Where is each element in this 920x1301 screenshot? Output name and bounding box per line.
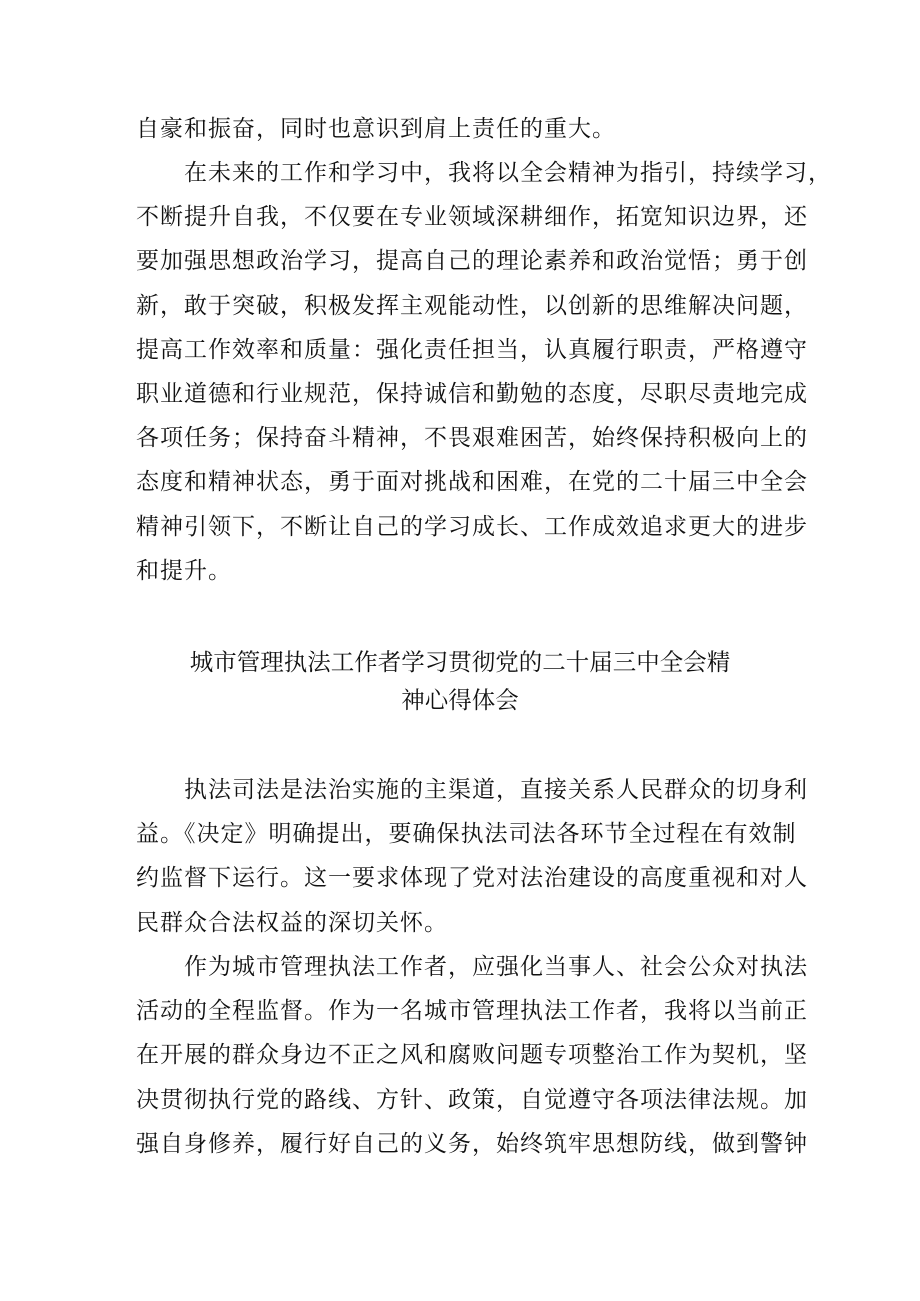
paragraph-line: 提高工作效率和质量：强化责任担当，认真履行职责，严格遵守 bbox=[136, 336, 808, 363]
heading-line: 城市管理执法工作者学习贯彻党的二十届三中全会精 bbox=[189, 648, 731, 676]
paragraph-line: 民群众合法权益的深切关怀。 bbox=[136, 909, 448, 936]
paragraph-line: 职业道德和行业规范，保持诚信和勤勉的态度，尽职尽责地完成 bbox=[136, 380, 808, 407]
paragraph-line: 益。《决定》明确提出，要确保执法司法各环节全过程在有效制 bbox=[136, 821, 797, 848]
paragraph-line: 自豪和振奋，同时也意识到肩上责任的重大。 bbox=[136, 116, 616, 142]
paragraph-line: 作为城市管理执法工作者，应强化当事人、社会公众对执法 bbox=[184, 954, 808, 980]
paragraph-line: 强自身修养，履行好自己的义务，始终筑牢思想防线，做到警钟 bbox=[136, 1130, 808, 1157]
paragraph-future-work bbox=[136, 151, 832, 593]
paragraph-line: 态度和精神状态，勇于面对挑战和困难，在党的二十届三中全会 bbox=[136, 469, 808, 496]
paragraph-line: 精神引领下，不断让自己的学习成长、工作成效追求更大的进步 bbox=[136, 513, 808, 540]
paragraph-continuation bbox=[136, 107, 784, 151]
paragraph-line: 和提升。 bbox=[136, 557, 232, 584]
paragraph-line: 执法司法是法治实施的主渠道，直接关系人民群众的切身利 bbox=[184, 777, 808, 803]
heading-line: 神心得体会 bbox=[401, 686, 519, 714]
paragraph-law-enforcement bbox=[136, 768, 808, 945]
paragraph-line: 不断提升自我，不仅要在专业领域深耕细作，拓宽知识边界，还 bbox=[136, 204, 808, 231]
paragraph-line: 各项任务；保持奋斗精神，不畏艰难困苦，始终保持积极向上的 bbox=[136, 425, 808, 452]
paragraph-line: 约监督下运行。这一要求体现了党对法治建设的高度重视和对人 bbox=[136, 865, 808, 892]
section-heading bbox=[136, 643, 784, 719]
paragraph-line: 在开展的群众身边不正之风和腐败问题专项整治工作为契机，坚 bbox=[136, 1042, 808, 1069]
paragraph-line: 活动的全程监督。作为一名城市管理执法工作者，我将以当前正 bbox=[136, 998, 808, 1025]
paragraph-line: 要加强思想政治学习，提高自己的理论素养和政治觉悟；勇于创 bbox=[136, 248, 808, 275]
paragraph-line: 在未来的工作和学习中，我将以全会精神为指引，持续学习， bbox=[184, 160, 832, 186]
paragraph-line: 新，敢于突破，积极发挥主观能动性，以创新的思维解决问题， bbox=[136, 292, 808, 319]
paragraph-supervision bbox=[136, 945, 808, 1166]
paragraph-line: 决贯彻执行党的路线、方针、政策，自觉遵守各项法律法规。加 bbox=[136, 1086, 808, 1113]
